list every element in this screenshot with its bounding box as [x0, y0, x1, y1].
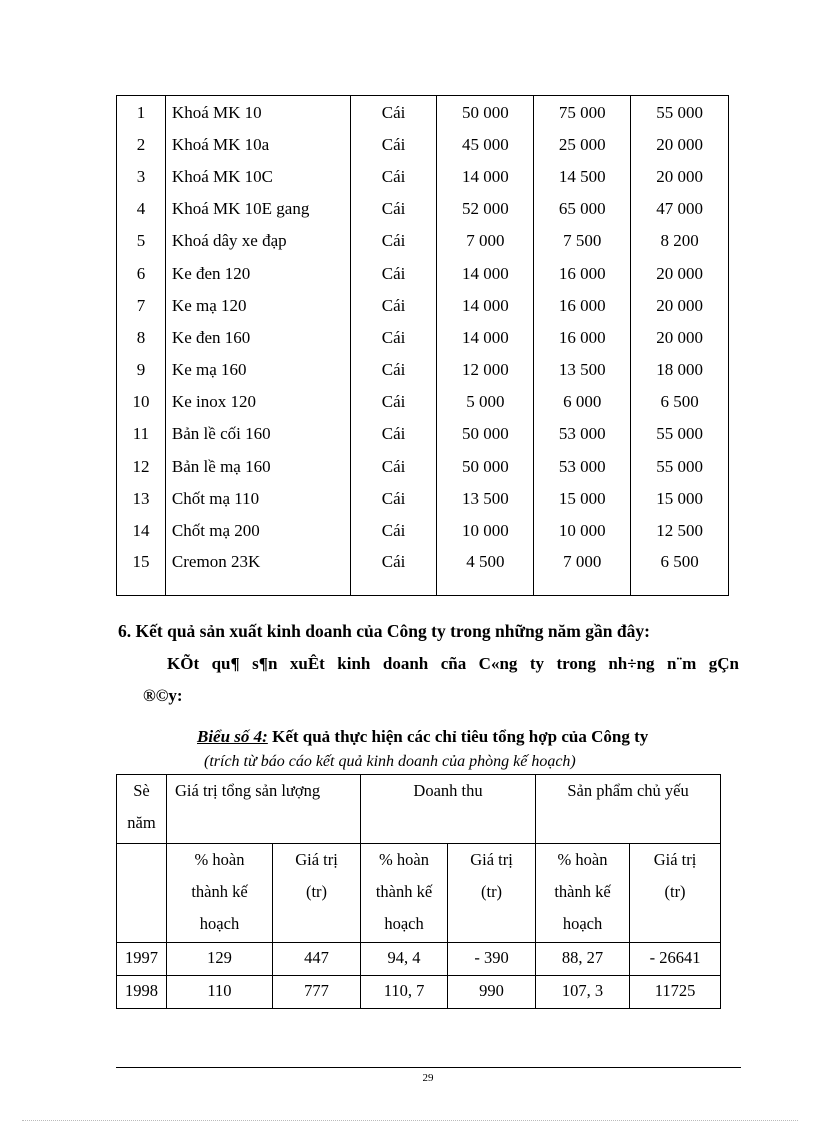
cell-unit: Cái	[350, 128, 437, 160]
section-heading-garbled-end: ®©y:	[143, 686, 183, 705]
cell-unit: Cái	[350, 386, 437, 418]
table-row	[117, 128, 729, 160]
cell: 990	[448, 976, 536, 1009]
table-row	[117, 354, 729, 386]
cell-v1: 10 000	[437, 514, 534, 546]
cell-no: 1	[117, 96, 166, 129]
cell: 94, 4	[361, 943, 448, 976]
table-row	[117, 386, 729, 418]
table-row	[117, 450, 729, 482]
table-row	[117, 514, 729, 546]
cell-v3: 20 000	[631, 257, 729, 289]
cell-v2: 13 500	[534, 354, 631, 386]
cell-unit: Cái	[350, 514, 437, 546]
cell-name: Chốt mạ 200	[165, 514, 350, 546]
cell-year: 1998	[117, 976, 167, 1009]
cell-unit: Cái	[350, 547, 437, 596]
cell-unit: Cái	[350, 225, 437, 257]
table-row	[117, 943, 721, 976]
section-heading: 6. Kết quả sản xuất kinh doanh của Công ty trong những năm gần đây:	[118, 621, 650, 641]
cell-no: 10	[117, 386, 166, 418]
cell: 447	[273, 943, 361, 976]
cell-name: Ke đen 120	[165, 257, 350, 289]
cell-no: 11	[117, 418, 166, 450]
cell-name: Ke đen 160	[165, 321, 350, 353]
cell-v1: 52 000	[437, 193, 534, 225]
cell-v3: 6 500	[631, 547, 729, 596]
cell-no: 15	[117, 547, 166, 596]
table-row	[117, 418, 729, 450]
cell-v1: 14 000	[437, 257, 534, 289]
cell-v3: 20 000	[631, 321, 729, 353]
caption-label: Biểu số 4:	[197, 727, 268, 746]
cell-v3: 47 000	[631, 193, 729, 225]
header-output-value: Giá trị tổng sản lượng	[167, 775, 361, 844]
cell: 88, 27	[536, 943, 630, 976]
cell-v1: 7 000	[437, 225, 534, 257]
cell-v2: 75 000	[534, 96, 631, 129]
table-row	[117, 482, 729, 514]
cell-name: Ke mạ 160	[165, 354, 350, 386]
page-edge	[22, 1120, 798, 1121]
cell-name: Bản lề cối 160	[165, 418, 350, 450]
cell-v1: 50 000	[437, 96, 534, 129]
cell-no: 2	[117, 128, 166, 160]
cell-name: Ke inox 120	[165, 386, 350, 418]
cell: - 26641	[630, 943, 721, 976]
cell-no: 3	[117, 160, 166, 192]
cell-v2: 14 500	[534, 160, 631, 192]
cell-v2: 15 000	[534, 482, 631, 514]
cell-v2: 25 000	[534, 128, 631, 160]
cell: 110, 7	[361, 976, 448, 1009]
cell-v2: 53 000	[534, 418, 631, 450]
cell-v3: 20 000	[631, 128, 729, 160]
cell-no: 5	[117, 225, 166, 257]
cell-unit: Cái	[350, 160, 437, 192]
product-table	[116, 95, 729, 596]
table-source: (trích từ báo cáo kết quả kinh doanh của phòng kế hoạch)	[204, 753, 576, 770]
cell-name: Chốt mạ 110	[165, 482, 350, 514]
cell-v2: 7 000	[534, 547, 631, 596]
cell-v1: 50 000	[437, 418, 534, 450]
cell-no: 8	[117, 321, 166, 353]
cell-unit: Cái	[350, 482, 437, 514]
cell-no: 13	[117, 482, 166, 514]
cell-name: Khoá MK 10a	[165, 128, 350, 160]
cell-v3: 18 000	[631, 354, 729, 386]
cell-v2: 53 000	[534, 450, 631, 482]
cell-v1: 12 000	[437, 354, 534, 386]
cell-name: Khoá MK 10C	[165, 160, 350, 192]
caption-title: Kết quả thực hiện các chỉ tiêu tổng hợp của Công ty	[267, 727, 649, 746]
table-row	[117, 976, 721, 1009]
table-row	[117, 257, 729, 289]
cell: 107, 3	[536, 976, 630, 1009]
cell: 777	[273, 976, 361, 1009]
cell-unit: Cái	[350, 418, 437, 450]
cell-v3: 8 200	[631, 225, 729, 257]
cell-v3: 15 000	[631, 482, 729, 514]
cell-name: Khoá dây xe đạp	[165, 225, 350, 257]
cell-name: Khoá MK 10E gang	[165, 193, 350, 225]
cell-unit: Cái	[350, 96, 437, 129]
cell-name: Khoá MK 10	[165, 96, 350, 129]
subheader-pct: % hoàn thành kế hoạch	[167, 844, 273, 943]
cell-v3: 20 000	[631, 160, 729, 192]
cell-v3: 55 000	[631, 450, 729, 482]
cell-v3: 12 500	[631, 514, 729, 546]
subheader-pct: % hoàn thành kế hoạch	[536, 844, 630, 943]
cell-v2: 10 000	[534, 514, 631, 546]
cell-v2: 65 000	[534, 193, 631, 225]
page-number: 29	[422, 1072, 434, 1084]
cell-unit: Cái	[350, 257, 437, 289]
cell-unit: Cái	[350, 289, 437, 321]
subheader-value: Giá trị (tr)	[630, 844, 721, 943]
cell-no: 12	[117, 450, 166, 482]
cell-year: 1997	[117, 943, 167, 976]
cell-no: 14	[117, 514, 166, 546]
table-row	[117, 321, 729, 353]
cell-v1: 14 000	[437, 321, 534, 353]
cell-v2: 16 000	[534, 257, 631, 289]
results-table	[116, 774, 721, 1009]
cell-name: Bản lề mạ 160	[165, 450, 350, 482]
cell-v1: 50 000	[437, 450, 534, 482]
cell-name: Ke mạ 120	[165, 289, 350, 321]
cell-v2: 16 000	[534, 289, 631, 321]
subheader-value: Giá trị (tr)	[273, 844, 361, 943]
results-subheader-row	[117, 844, 721, 943]
cell-unit: Cái	[350, 193, 437, 225]
cell-v2: 7 500	[534, 225, 631, 257]
cell: 129	[167, 943, 273, 976]
cell-unit: Cái	[350, 354, 437, 386]
table-row	[117, 193, 729, 225]
table-row	[117, 160, 729, 192]
header-revenue: Doanh thu	[361, 775, 536, 844]
cell-no: 6	[117, 257, 166, 289]
results-header-row	[117, 775, 721, 844]
cell-no: 4	[117, 193, 166, 225]
cell-v2: 6 000	[534, 386, 631, 418]
table-row	[117, 289, 729, 321]
cell: 110	[167, 976, 273, 1009]
subheader-pct: % hoàn thành kế hoạch	[361, 844, 448, 943]
cell-v1: 14 000	[437, 160, 534, 192]
cell-v1: 5 000	[437, 386, 534, 418]
section-heading-garbled: KÕt qu¶ s¶n xuÊt kinh doanh cña C«ng ty trong nh÷ng n¨m gÇn	[167, 654, 739, 673]
cell-v1: 13 500	[437, 482, 534, 514]
table-row	[117, 547, 729, 596]
cell-v1: 45 000	[437, 128, 534, 160]
cell-name: Cremon 23K	[165, 547, 350, 596]
cell-unit: Cái	[350, 321, 437, 353]
cell-v3: 55 000	[631, 96, 729, 129]
header-year: Sè năm	[117, 775, 167, 844]
cell-v1: 14 000	[437, 289, 534, 321]
cell-v3: 55 000	[631, 418, 729, 450]
cell-v3: 6 500	[631, 386, 729, 418]
cell-no: 7	[117, 289, 166, 321]
table-row	[117, 225, 729, 257]
cell-no: 9	[117, 354, 166, 386]
subheader-empty	[117, 844, 167, 943]
table-caption	[197, 727, 648, 747]
cell-v1: 4 500	[437, 547, 534, 596]
header-main-products: Sản phẩm chủ yếu	[536, 775, 721, 844]
table-row	[117, 96, 729, 129]
cell: 11725	[630, 976, 721, 1009]
cell: - 390	[448, 943, 536, 976]
cell-v3: 20 000	[631, 289, 729, 321]
cell-v2: 16 000	[534, 321, 631, 353]
subheader-value: Giá trị (tr)	[448, 844, 536, 943]
footer-divider	[116, 1067, 741, 1068]
cell-unit: Cái	[350, 450, 437, 482]
